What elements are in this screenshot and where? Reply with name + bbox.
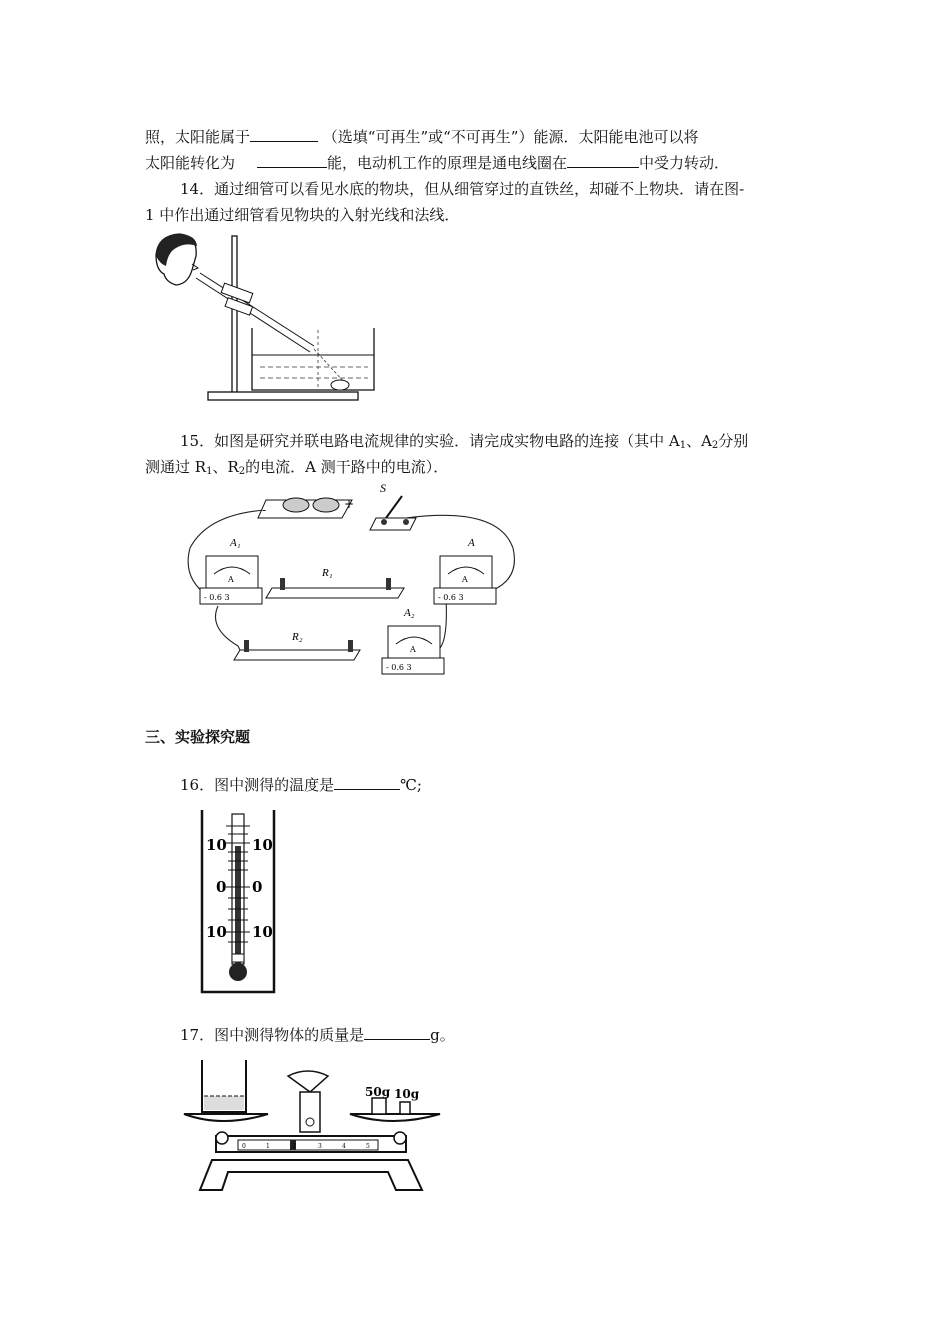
ammeter-a2 [382, 607, 444, 674]
q17-text: g。 [430, 1026, 455, 1044]
q13-text: 中受力转动． [639, 154, 730, 172]
water-tank [252, 328, 374, 390]
answer-blank[interactable] [364, 1025, 430, 1040]
meter-scale: - 0.6 3 [204, 593, 230, 602]
battery-icon [258, 497, 354, 518]
q17-text: 17．图中测得物体的质量是 [180, 1026, 365, 1044]
weight-label: 10g [394, 1087, 420, 1101]
tick-label: 10 [206, 836, 227, 854]
resistor-label: R₁ [322, 567, 333, 579]
q15-text: 分别 [718, 432, 749, 450]
answer-blank[interactable] [250, 127, 318, 142]
answer-blank[interactable] [257, 153, 327, 168]
subscript: 1 [679, 440, 687, 451]
q14-line2: 1 中作出通过细管看见物块的入射光线和法线． [145, 206, 460, 224]
subscript: 2 [238, 466, 246, 477]
ammeter-label: A₁ [230, 537, 241, 549]
answer-blank[interactable] [567, 153, 639, 168]
stand-base [208, 392, 358, 400]
q16-line [180, 774, 422, 796]
q17-line [180, 1024, 455, 1046]
meter-symbol: A [462, 575, 468, 584]
weights-icon [365, 1085, 420, 1114]
ammeter-label: A₂ [404, 607, 415, 619]
resistor-label: R₂ [292, 631, 303, 643]
q15-text: 、R [212, 458, 239, 476]
ammeter-label: A [468, 537, 475, 549]
q13-line1 [145, 126, 698, 148]
scale-label: 2 [292, 1143, 296, 1150]
q16-text: ℃; [400, 776, 422, 794]
tick-label: 0 [216, 878, 227, 896]
switch-label: S [380, 481, 386, 495]
q13-text: 照，太阳能属于 [145, 128, 251, 146]
figure-thermometer [198, 806, 280, 996]
switch-icon [370, 481, 416, 530]
q16-text: 16．图中测得的温度是 [180, 776, 335, 794]
q13-text: 太阳能转化为 [145, 154, 236, 172]
resistor-r1 [266, 567, 404, 598]
meter-symbol: A [410, 645, 416, 654]
head-icon [156, 234, 198, 285]
meter-symbol: A [228, 575, 234, 584]
weight-label: 50g [365, 1085, 391, 1099]
scale-label: 3 [318, 1143, 322, 1150]
subscript: 2 [711, 440, 719, 451]
battery-minus: - [262, 503, 267, 517]
q15-line1 [180, 430, 748, 457]
meter-scale: - 0.6 3 [386, 663, 412, 672]
ammeter-a1 [200, 537, 262, 604]
figure-circuit [178, 478, 523, 690]
q15-text: 15．如图是研究并联电路电流规律的实验．请完成实物电路的连接（其中 A [180, 432, 680, 450]
ammeter-a [434, 537, 496, 604]
figure-tube-tank [148, 230, 398, 410]
q13-text: （选填“可再生”或“不可再生”）能源．太阳能电池可以将 [322, 128, 699, 146]
stand-rod [232, 236, 237, 394]
scale-label: 1 [266, 1143, 270, 1150]
q15-text: 的电流．A 测干路中的电流）． [245, 458, 449, 476]
q13-text: 能，电动机工作的原理是通电线圈在 [327, 154, 568, 172]
tick-label: 0 [252, 878, 263, 896]
figure-balance [182, 1056, 450, 1196]
battery-plus: + [344, 497, 355, 511]
scale-label: 4 [342, 1143, 346, 1150]
q14-line1: 14．通过细管可以看见水底的物块，但从细管穿过的直铁丝，却碰不上物块．请在图- [180, 180, 745, 198]
rider-scale [238, 1140, 378, 1150]
answer-blank[interactable] [334, 775, 400, 790]
q13-line2 [145, 152, 729, 174]
tick-label: 10 [206, 923, 227, 941]
tick-label: 10 [252, 923, 273, 941]
scale-label: 5 [366, 1143, 370, 1150]
block [331, 380, 349, 390]
beaker-icon [202, 1060, 246, 1112]
resistor-r2 [234, 631, 360, 660]
q15-text: 测通过 R [145, 458, 207, 476]
meter-scale: - 0.6 3 [438, 593, 464, 602]
scale-label: 0 [242, 1143, 246, 1150]
q15-text: 、A [686, 432, 712, 450]
thin-tube [196, 273, 314, 352]
section-title: 三、实验探究题 [145, 728, 251, 746]
tick-label: 10 [252, 836, 273, 854]
subscript: 1 [206, 466, 213, 477]
